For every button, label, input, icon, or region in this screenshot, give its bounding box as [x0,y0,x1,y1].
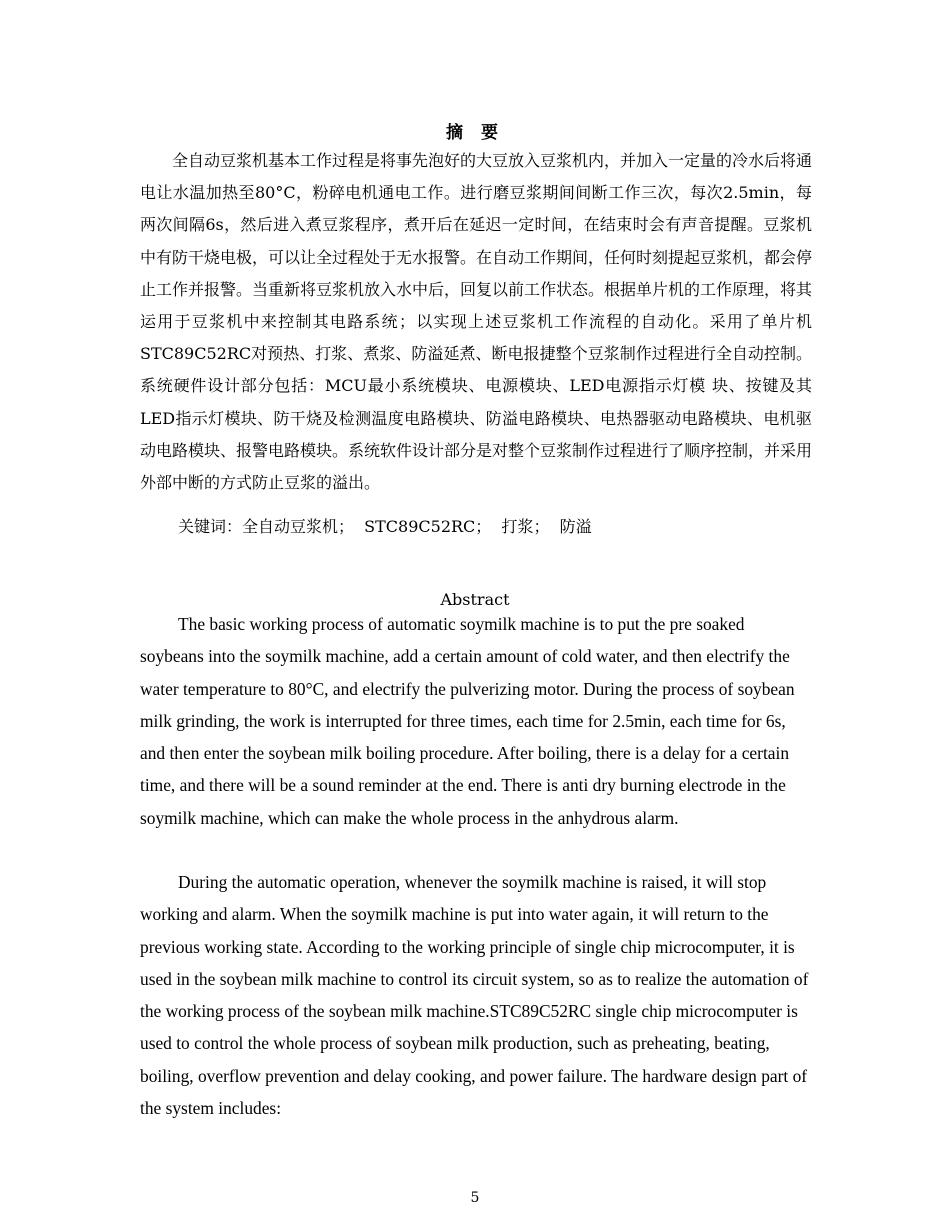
page-number: 5 [470,1190,480,1206]
chinese-abstract-body: 全自动豆浆机基本工作过程是将事先泡好的大豆放入豆浆机内，并加入一定量的冷水后将通电让水温加热至80°C，粉碎电机通电工作。进行磨豆浆期间间断工作三次，每次2.5min，每两次间隔6s，然后进入煮豆浆程序，煮开后在延迟一定时间，在结束时会有声音提醒。豆浆机中有防干烧电极，可以让全过程处于无水报警。在自动工作期间，任何时刻提起豆浆机，都会停止工作并报警。当重新将豆浆机放入水中后，回复以前工作状态。根据单片机的工作原理，将其运用于豆浆机中来控制其电路系统；以实现上述豆浆机工作流程的自动化。采用了单片机STC89C52RC对预热、打浆、煮浆、防溢延煮、断电报捷整个豆浆制作过程进行全自动控制。系统硬件设计部分包括：MCU最小系统模块、电源模块、LED电源指示灯模 块、按键及其LED指示灯模块、防干烧及检测温度电路模块、防溢电路模块、电热器驱动电路模块、电机驱动电路模块、报警电路模块。系统软件设计部分是对整个豆浆制作过程进行了顺序控制，并采用外部中断的方式防止豆浆的溢出。 [140,151,813,493]
english-abstract-title: Abstract [440,590,510,609]
chinese-abstract-title: 摘 要 [446,123,504,143]
english-abstract-paragraph-2: During the automatic operation, whenever the soymilk machine is raised, it will stop working and alarm. When the soymilk machine is put into water again, it will return to the previous working state. According to the working principle of single chip microcomputer, it is used in the soybean milk machine to control its circuit system, so as to realize the automation of the working process of the soybean milk machine.STC89C52RC single chip microcomputer is used to control the whole process of soybean milk production, such as preheating, beating, boiling, overflow prevention and delay cooking, and power failure. The hardware design part of the system includes: [140,872,809,1119]
chinese-keywords: 关键词：全自动豆浆机； STC89C52RC； 打浆； 防溢 [178,517,592,536]
english-abstract-paragraph-1: The basic working process of automatic soymilk machine is to put the pre soaked soybeans into the soymilk machine, add a certain amount of cold water, and then electrify the water temperature to 80°C, and electrify the pulverizing motor. During the process of soybean milk grinding, the work is interrupted for three times, each time for 2.5min, each time for 6s, and then enter the soybean milk boiling procedure. After boiling, there is a delay for a certain time, and there will be a sound reminder at the end. There is anti dry burning electrode in the soymilk machine, which can make the whole process in the anhydrous alarm. [140,614,795,828]
